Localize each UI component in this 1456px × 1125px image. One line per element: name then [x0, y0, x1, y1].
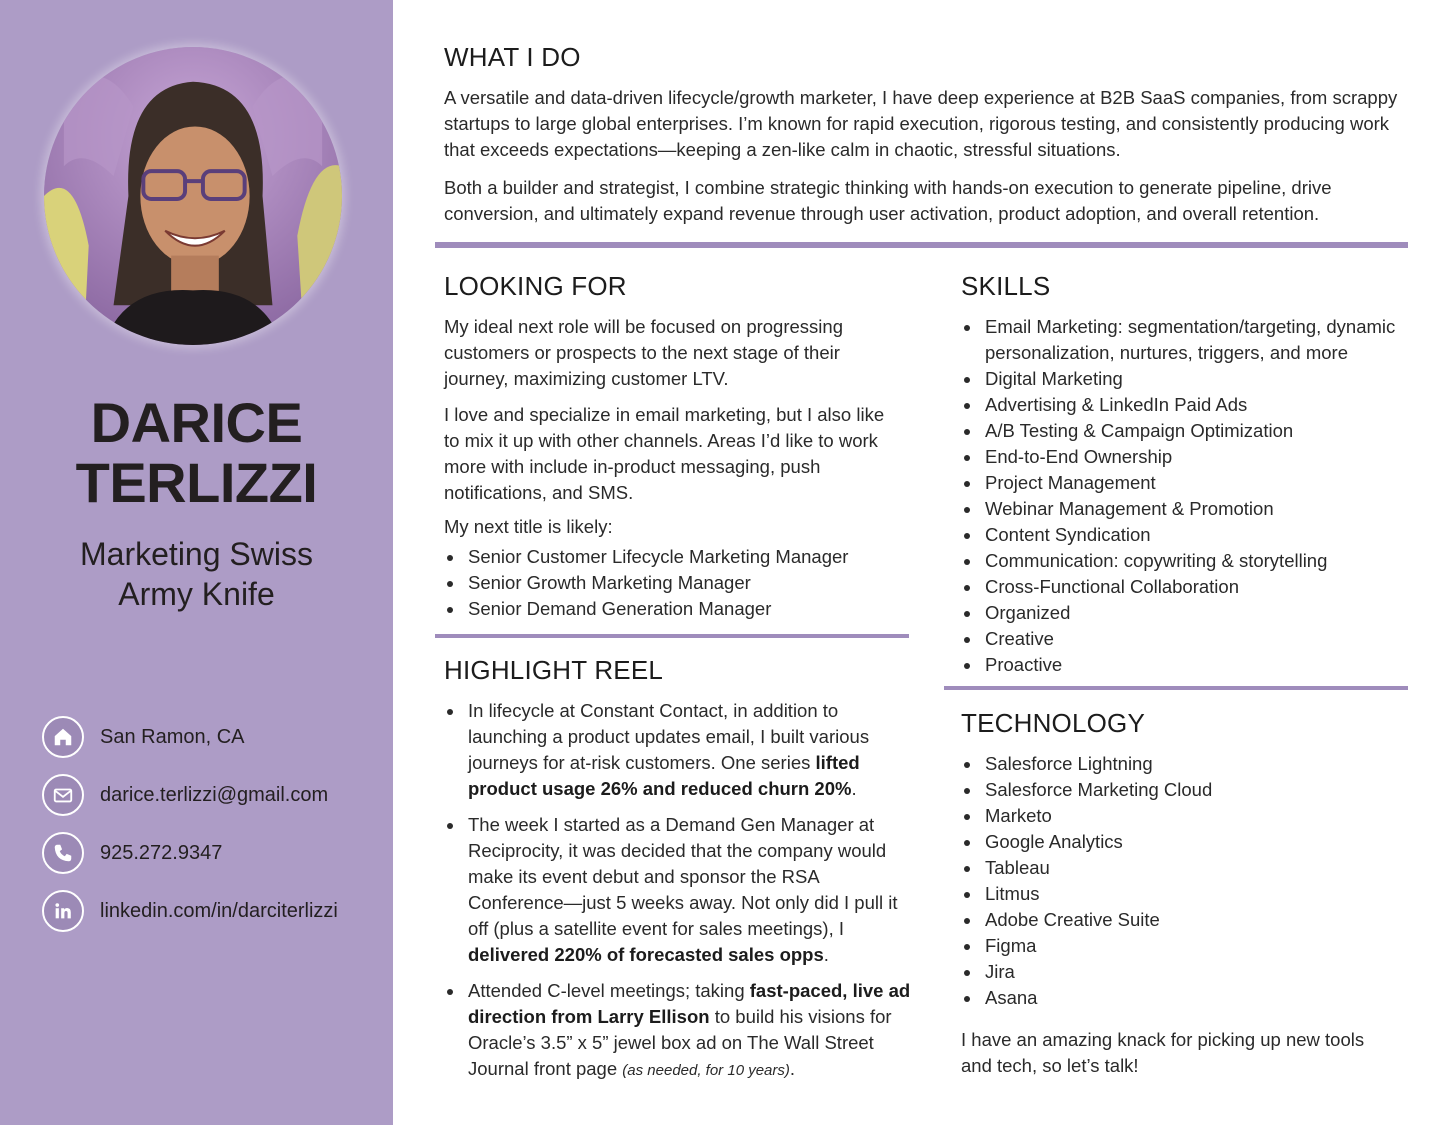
linkedin-link[interactable]: linkedin.com/in/darciterlizzi: [100, 899, 338, 922]
contact-location: [42, 716, 382, 758]
technology-section: [961, 708, 1411, 1079]
contact-email[interactable]: [42, 774, 382, 816]
list-item: Email Marketing: segmentation/targeting, dynamic personalization, nurtures, triggers, and more: [961, 314, 1411, 366]
contact-list: [42, 716, 382, 948]
section-divider-left: [435, 634, 909, 638]
titles-intro: My next title is likely:: [444, 516, 613, 537]
technology-list: [961, 751, 1411, 1011]
technology-heading: TECHNOLOGY: [961, 708, 1146, 738]
list-item: Asana: [961, 985, 1411, 1011]
phone-link[interactable]: 925.272.9347: [100, 841, 223, 864]
phone-icon: [42, 832, 84, 874]
list-item: End-to-End Ownership: [961, 444, 1411, 470]
what-i-do-para2: Both a builder and strategist, I combine strategic thinking with hands-on execution to generate pipeline, drive conversion, and ultimately expand revenue through user activation, product adoption, and overall retention.: [444, 177, 1332, 224]
profile-photo: [44, 47, 342, 345]
what-i-do-heading: WHAT I DO: [444, 42, 581, 72]
skills-heading: SKILLS: [961, 271, 1051, 301]
list-item: Content Syndication: [961, 522, 1411, 548]
linkedin-icon: [42, 890, 84, 932]
highlight-reel-section: [444, 655, 914, 1094]
technology-closing: I have an amazing knack for picking up new tools and tech, so let’s talk!: [961, 1029, 1365, 1076]
list-item: Digital Marketing: [961, 366, 1411, 392]
list-item: Salesforce Marketing Cloud: [961, 777, 1411, 803]
person-name: [0, 393, 393, 513]
list-item: Organized: [961, 600, 1411, 626]
list-item: Litmus: [961, 881, 1411, 907]
email-link[interactable]: darice.terlizzi@gmail.com: [100, 783, 329, 806]
highlight-list: [444, 698, 914, 1084]
list-item: Adobe Creative Suite: [961, 907, 1411, 933]
profile-photo-image: [44, 47, 342, 345]
section-divider-top: [435, 242, 1408, 248]
tagline: [0, 534, 393, 614]
looking-for-para1: My ideal next role will be focused on progressing customers or prospects to the next stage of their journey, maximizing customer LTV.: [444, 316, 843, 389]
list-item: Marketo: [961, 803, 1411, 829]
list-item: Salesforce Lightning: [961, 751, 1411, 777]
name-first: DARICE: [90, 391, 303, 454]
sidebar: [0, 0, 393, 1125]
what-i-do-section: [444, 42, 1404, 239]
looking-for-heading: LOOKING FOR: [444, 271, 627, 301]
location-text: San Ramon, CA: [100, 725, 245, 748]
looking-for-section: [444, 271, 904, 622]
skills-list: [961, 314, 1411, 678]
list-item: A/B Testing & Campaign Optimization: [961, 418, 1411, 444]
email-icon: [42, 774, 84, 816]
contact-phone[interactable]: [42, 832, 382, 874]
list-item: Google Analytics: [961, 829, 1411, 855]
list-item: Tableau: [961, 855, 1411, 881]
contact-linkedin[interactable]: [42, 890, 382, 932]
list-item: Figma: [961, 933, 1411, 959]
list-item: Proactive: [961, 652, 1411, 678]
tagline-line1: Marketing Swiss: [80, 536, 313, 572]
list-item: Creative: [961, 626, 1411, 652]
list-item: The week I started as a Demand Gen Manager at Reciprocity, it was decided that the company would make its event debut and sponsor the RSA Conference—just 5 weeks away. Not only did I pull it off (plus a satellite event for sales meetings), I delivered 220% of forecasted sales opps.: [444, 812, 914, 968]
tagline-line2: Army Knife: [118, 576, 275, 612]
skills-section: [961, 271, 1411, 678]
list-item: Cross-Functional Collaboration: [961, 574, 1411, 600]
list-item: Communication: copywriting & storytelling: [961, 548, 1411, 574]
list-item: Attended C-level meetings; taking fast-paced, live ad direction from Larry Ellison to build his visions for Oracle’s 3.5” x 5” jewel box ad on The Wall Street Journal front page (as needed, for 10 years).: [444, 978, 914, 1084]
looking-for-para2: I love and specialize in email marketing, but I also like to mix it up with other channels. Areas I’d like to work more with include in-product messaging, push notifications, and SMS.: [444, 404, 885, 503]
list-item: In lifecycle at Constant Contact, in addition to launching a product updates email, I built various journeys for at-risk customers. One series lifted product usage 26% and reduced churn 20%.: [444, 698, 914, 802]
list-item: Advertising & LinkedIn Paid Ads: [961, 392, 1411, 418]
list-item: Senior Customer Lifecycle Marketing Manager: [444, 544, 904, 570]
titles-list: [444, 544, 904, 622]
name-last: TERLIZZI: [75, 451, 318, 514]
section-divider-right: [944, 686, 1408, 690]
list-item: Project Management: [961, 470, 1411, 496]
home-icon: [42, 716, 84, 758]
list-item: Senior Demand Generation Manager: [444, 596, 904, 622]
what-i-do-para1: A versatile and data-driven lifecycle/growth marketer, I have deep experience at B2B SaaS companies, from scrappy startups to large global enterprises. I’m known for rapid execution, rigorous testing, and consistently producing work that exceeds expectations—keeping a zen-like calm in chaotic, stressful situations.: [444, 87, 1398, 160]
list-item: Senior Growth Marketing Manager: [444, 570, 904, 596]
highlight-reel-heading: HIGHLIGHT REEL: [444, 655, 664, 685]
list-item: Webinar Management & Promotion: [961, 496, 1411, 522]
list-item: Jira: [961, 959, 1411, 985]
